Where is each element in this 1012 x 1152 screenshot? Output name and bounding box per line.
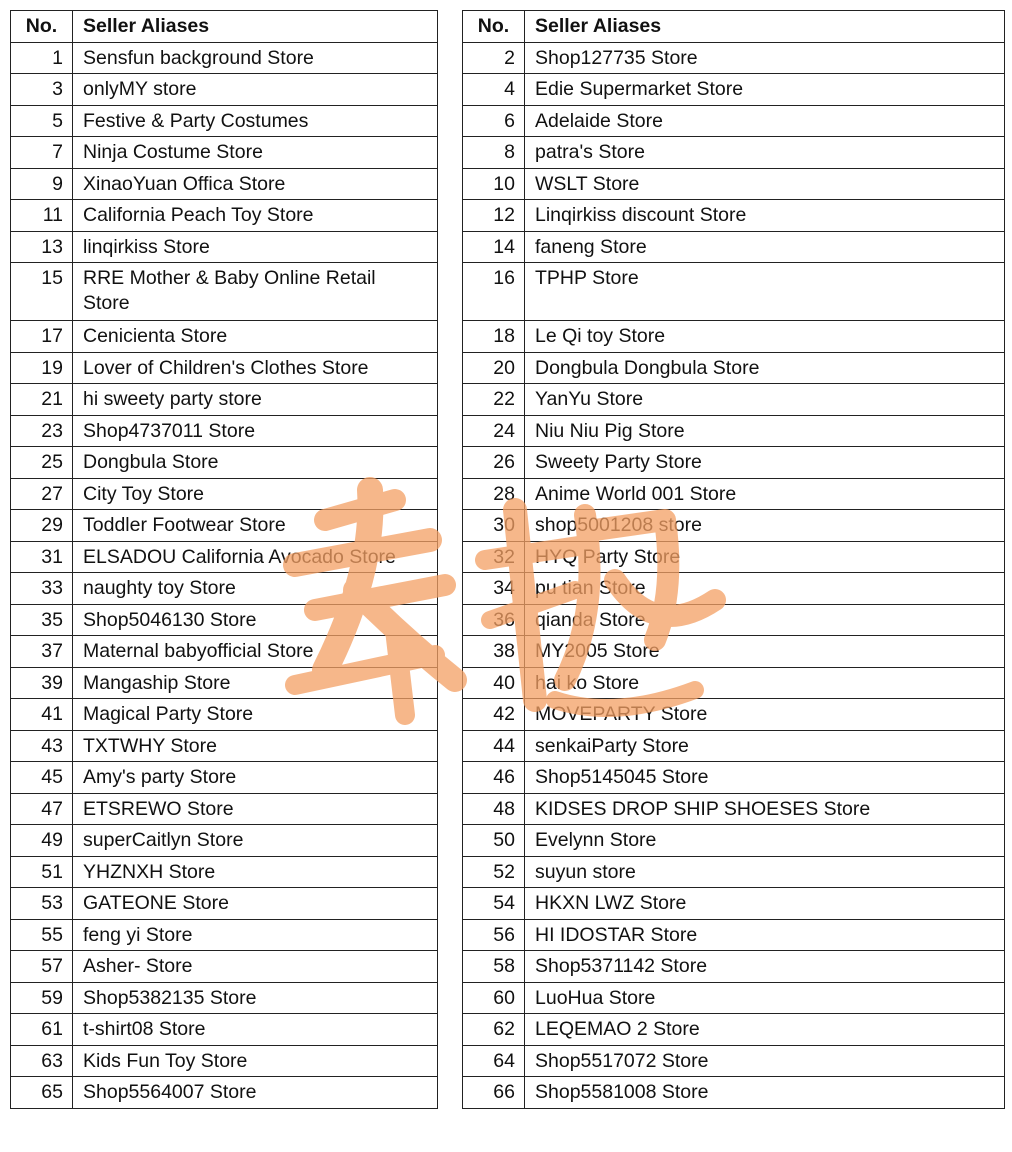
table-row (463, 1014, 1005, 1046)
header-no: No. (11, 11, 73, 43)
row-number: 19 (11, 352, 73, 384)
seller-alias: TXTWHY Store (73, 730, 438, 762)
table-row (463, 510, 1005, 542)
seller-alias: faneng Store (525, 231, 1005, 263)
table-row (11, 919, 438, 951)
row-number: 56 (463, 919, 525, 951)
seller-alias: Kids Fun Toy Store (73, 1045, 438, 1077)
table-row (463, 168, 1005, 200)
table-row (463, 825, 1005, 857)
seller-alias: hai ko Store (525, 667, 1005, 699)
row-number: 48 (463, 793, 525, 825)
seller-alias: LEQEMAO 2 Store (525, 1014, 1005, 1046)
row-number: 63 (11, 1045, 73, 1077)
table-row (11, 1045, 438, 1077)
seller-alias: qianda Store (525, 604, 1005, 636)
table-row (11, 74, 438, 106)
table-row (463, 352, 1005, 384)
row-number: 5 (11, 105, 73, 137)
row-number: 45 (11, 762, 73, 794)
seller-alias: Anime World 001 Store (525, 478, 1005, 510)
seller-alias: Magical Party Store (73, 699, 438, 731)
table-row (463, 982, 1005, 1014)
row-number: 14 (463, 231, 525, 263)
table-row (11, 762, 438, 794)
row-number: 26 (463, 447, 525, 479)
table-row (463, 604, 1005, 636)
row-number: 32 (463, 541, 525, 573)
table-body-left (11, 42, 438, 1108)
seller-alias: Shop5145045 Store (525, 762, 1005, 794)
row-number: 35 (11, 604, 73, 636)
table-row (11, 510, 438, 542)
seller-alias: linqirkiss Store (73, 231, 438, 263)
table-row (11, 604, 438, 636)
seller-alias: Maternal babyofficial Store (73, 636, 438, 668)
row-number: 44 (463, 730, 525, 762)
seller-alias: senkaiParty Store (525, 730, 1005, 762)
table-row (463, 137, 1005, 169)
row-number: 20 (463, 352, 525, 384)
row-number: 21 (11, 384, 73, 416)
seller-alias: HI IDOSTAR Store (525, 919, 1005, 951)
row-number: 66 (463, 1077, 525, 1109)
seller-alias: Dongbula Store (73, 447, 438, 479)
seller-alias: shop5001208 store (525, 510, 1005, 542)
table-row (463, 667, 1005, 699)
table-row (463, 231, 1005, 263)
row-number: 4 (463, 74, 525, 106)
seller-alias: patra's Store (525, 137, 1005, 169)
seller-alias: Shop127735 Store (525, 42, 1005, 74)
seller-alias: t-shirt08 Store (73, 1014, 438, 1046)
row-number: 6 (463, 105, 525, 137)
table-row (11, 168, 438, 200)
seller-alias: Shop5371142 Store (525, 951, 1005, 983)
seller-alias: Shop5564007 Store (73, 1077, 438, 1109)
seller-alias: Evelynn Store (525, 825, 1005, 857)
row-number: 39 (11, 667, 73, 699)
seller-alias: YanYu Store (525, 384, 1005, 416)
table-row (463, 321, 1005, 353)
row-number: 54 (463, 888, 525, 920)
table-row (463, 1077, 1005, 1109)
table-row (463, 478, 1005, 510)
seller-alias: Cenicienta Store (73, 321, 438, 353)
table-body-right (463, 42, 1005, 1108)
seller-alias: feng yi Store (73, 919, 438, 951)
seller-alias: Adelaide Store (525, 105, 1005, 137)
seller-alias: ETSREWO Store (73, 793, 438, 825)
table-row (463, 384, 1005, 416)
row-number: 50 (463, 825, 525, 857)
row-number: 16 (463, 263, 525, 321)
row-number: 7 (11, 137, 73, 169)
seller-alias: HKXN LWZ Store (525, 888, 1005, 920)
seller-alias: pu tian Store (525, 573, 1005, 605)
seller-alias: Lover of Children's Clothes Store (73, 352, 438, 384)
table-row (463, 42, 1005, 74)
seller-alias: Sweety Party Store (525, 447, 1005, 479)
table-row (11, 321, 438, 353)
row-number: 41 (11, 699, 73, 731)
row-number: 24 (463, 415, 525, 447)
table-row (11, 231, 438, 263)
row-number: 51 (11, 856, 73, 888)
seller-alias: Asher- Store (73, 951, 438, 983)
row-number: 47 (11, 793, 73, 825)
row-number: 64 (463, 1045, 525, 1077)
table-row (11, 263, 438, 321)
row-number: 36 (463, 604, 525, 636)
seller-alias: HYQ Party Store (525, 541, 1005, 573)
row-number: 52 (463, 856, 525, 888)
row-number: 40 (463, 667, 525, 699)
seller-alias: City Toy Store (73, 478, 438, 510)
seller-alias: hi sweety party store (73, 384, 438, 416)
table-row (11, 200, 438, 232)
table-row (11, 888, 438, 920)
row-number: 59 (11, 982, 73, 1014)
row-number: 10 (463, 168, 525, 200)
table-row (11, 478, 438, 510)
seller-alias: Shop4737011 Store (73, 415, 438, 447)
table-row (11, 573, 438, 605)
row-number: 28 (463, 478, 525, 510)
seller-alias: LuoHua Store (525, 982, 1005, 1014)
seller-alias: RRE Mother & Baby Online Retail Store (73, 263, 438, 321)
table-row (463, 105, 1005, 137)
seller-alias: Le Qi toy Store (525, 321, 1005, 353)
row-number: 38 (463, 636, 525, 668)
seller-alias: KIDSES DROP SHIP SHOESES Store (525, 793, 1005, 825)
row-number: 1 (11, 42, 73, 74)
header-no: No. (463, 11, 525, 43)
row-number: 37 (11, 636, 73, 668)
table-row (463, 951, 1005, 983)
table-row (11, 42, 438, 74)
row-number: 42 (463, 699, 525, 731)
seller-alias: Toddler Footwear Store (73, 510, 438, 542)
seller-alias: MOVEPARTY Store (525, 699, 1005, 731)
table-row (11, 667, 438, 699)
header-seller-aliases: Seller Aliases (73, 11, 438, 43)
table-row (11, 825, 438, 857)
seller-alias: California Peach Toy Store (73, 200, 438, 232)
table-row (11, 1014, 438, 1046)
row-number: 53 (11, 888, 73, 920)
row-number: 34 (463, 573, 525, 605)
row-number: 27 (11, 478, 73, 510)
table-row (463, 919, 1005, 951)
row-number: 55 (11, 919, 73, 951)
row-number: 12 (463, 200, 525, 232)
row-number: 58 (463, 951, 525, 983)
seller-alias: YHZNXH Store (73, 856, 438, 888)
seller-alias: Sensfun background Store (73, 42, 438, 74)
table-row (11, 1077, 438, 1109)
table-row (463, 447, 1005, 479)
table-row (463, 699, 1005, 731)
table-row (463, 730, 1005, 762)
row-number: 43 (11, 730, 73, 762)
table-row (463, 74, 1005, 106)
table-row (463, 856, 1005, 888)
seller-table-right (462, 10, 1005, 1109)
row-number: 65 (11, 1077, 73, 1109)
row-number: 29 (11, 510, 73, 542)
seller-alias: Shop5517072 Store (525, 1045, 1005, 1077)
table-row (11, 951, 438, 983)
table-row (11, 447, 438, 479)
table-row (11, 636, 438, 668)
table-row (11, 793, 438, 825)
row-number: 8 (463, 137, 525, 169)
seller-alias: Shop5046130 Store (73, 604, 438, 636)
row-number: 15 (11, 263, 73, 321)
row-number: 3 (11, 74, 73, 106)
table-row (11, 699, 438, 731)
seller-alias: WSLT Store (525, 168, 1005, 200)
seller-alias: Shop5581008 Store (525, 1077, 1005, 1109)
table-row (11, 137, 438, 169)
seller-alias: onlyMY store (73, 74, 438, 106)
row-number: 46 (463, 762, 525, 794)
row-number: 25 (11, 447, 73, 479)
table-row (11, 384, 438, 416)
seller-alias: Niu Niu Pig Store (525, 415, 1005, 447)
seller-alias: Dongbula Dongbula Store (525, 352, 1005, 384)
row-number: 57 (11, 951, 73, 983)
seller-alias: Ninja Costume Store (73, 137, 438, 169)
seller-alias: MY2005 Store (525, 636, 1005, 668)
seller-alias: ELSADOU California Avocado Store (73, 541, 438, 573)
header-row (463, 11, 1005, 43)
seller-alias: Edie Supermarket Store (525, 74, 1005, 106)
row-number: 18 (463, 321, 525, 353)
seller-alias: XinaoYuan Offica Store (73, 168, 438, 200)
seller-alias: naughty toy Store (73, 573, 438, 605)
row-number: 2 (463, 42, 525, 74)
table-row (463, 793, 1005, 825)
seller-alias: suyun store (525, 856, 1005, 888)
table-row (463, 762, 1005, 794)
table-row (11, 415, 438, 447)
header-seller-aliases: Seller Aliases (525, 11, 1005, 43)
row-number: 9 (11, 168, 73, 200)
table-row (463, 888, 1005, 920)
seller-alias: superCaitlyn Store (73, 825, 438, 857)
seller-alias: Mangaship Store (73, 667, 438, 699)
seller-alias: Festive & Party Costumes (73, 105, 438, 137)
seller-alias: TPHP Store (525, 263, 1005, 321)
table-row (463, 415, 1005, 447)
row-number: 17 (11, 321, 73, 353)
row-number: 13 (11, 231, 73, 263)
header-row (11, 11, 438, 43)
table-row (463, 541, 1005, 573)
row-number: 23 (11, 415, 73, 447)
row-number: 33 (11, 573, 73, 605)
table-row (11, 730, 438, 762)
row-number: 22 (463, 384, 525, 416)
table-row (463, 1045, 1005, 1077)
row-number: 60 (463, 982, 525, 1014)
table-row (463, 200, 1005, 232)
table-row (11, 856, 438, 888)
row-number: 11 (11, 200, 73, 232)
row-number: 31 (11, 541, 73, 573)
table-row (11, 105, 438, 137)
seller-alias: GATEONE Store (73, 888, 438, 920)
row-number: 30 (463, 510, 525, 542)
table-row (11, 352, 438, 384)
row-number: 62 (463, 1014, 525, 1046)
seller-alias: Linqirkiss discount Store (525, 200, 1005, 232)
table-row (11, 541, 438, 573)
seller-alias: Shop5382135 Store (73, 982, 438, 1014)
seller-alias: Amy's party Store (73, 762, 438, 794)
table-row (463, 263, 1005, 321)
row-number: 61 (11, 1014, 73, 1046)
row-number: 49 (11, 825, 73, 857)
table-row (11, 982, 438, 1014)
table-row (463, 636, 1005, 668)
seller-table-left (10, 10, 438, 1109)
table-row (463, 573, 1005, 605)
